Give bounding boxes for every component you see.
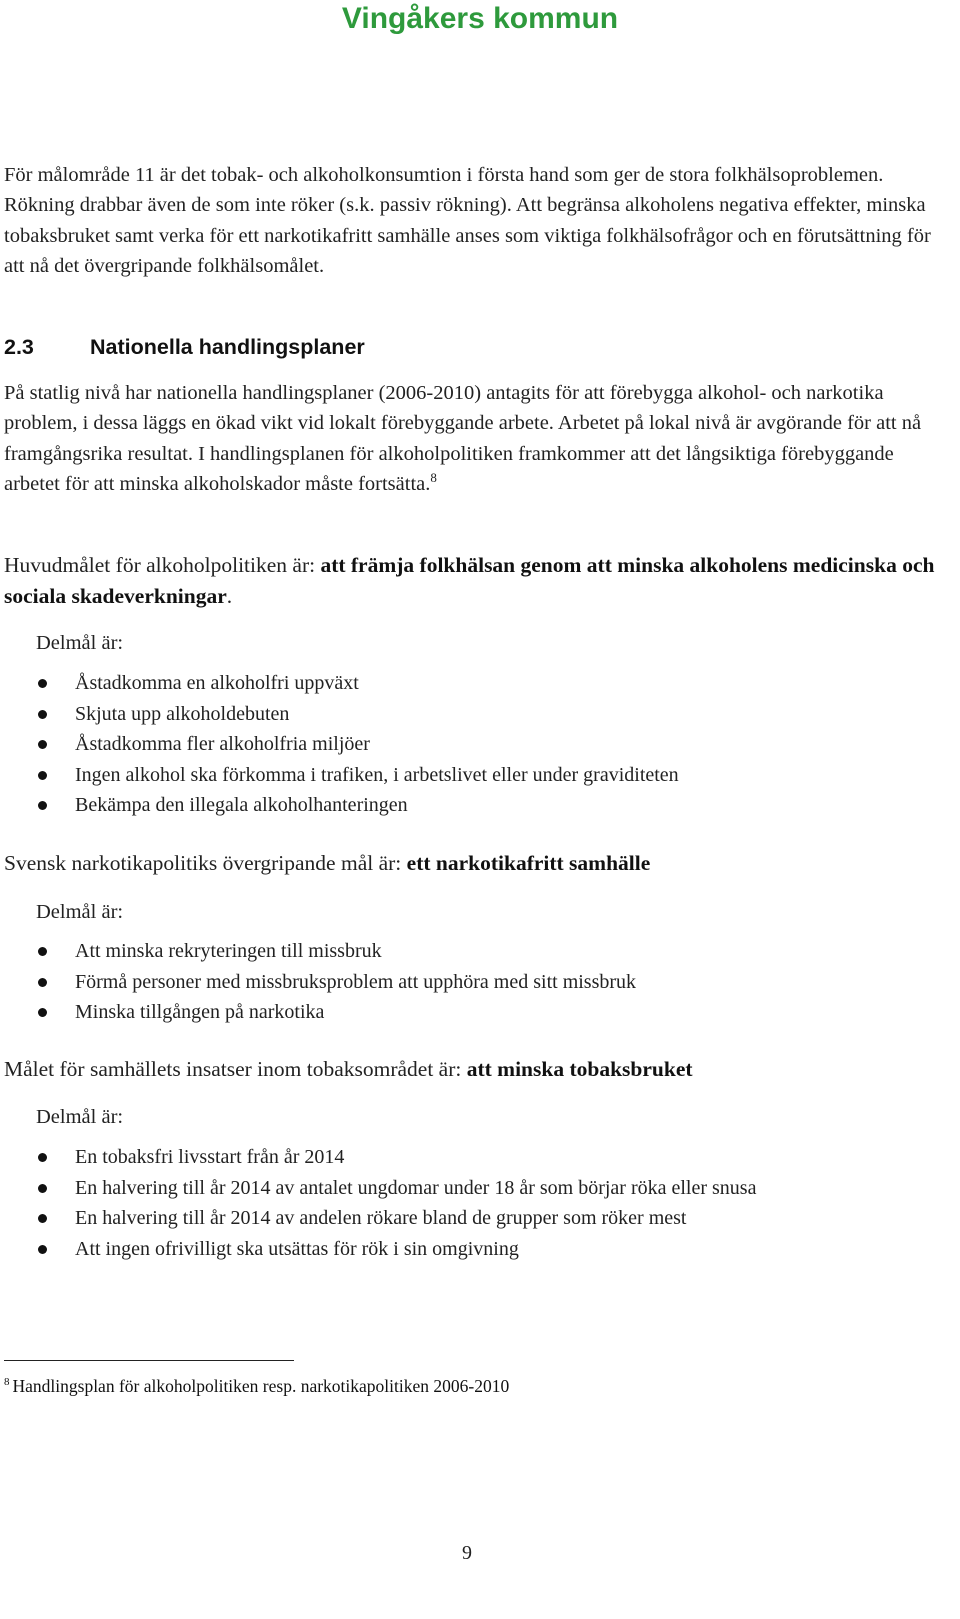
- section-heading: [4, 335, 904, 360]
- list-item-text: En tobaksfri livsstart från år 2014: [75, 1146, 345, 1168]
- list-item: [0, 760, 940, 791]
- footnote-reference: 8: [430, 470, 437, 486]
- footnote-marker: 8: [4, 1376, 10, 1389]
- list-item-text: Att ingen ofrivilligt ska utsättas för rök i sin omgivning: [75, 1237, 519, 1260]
- plan-paragraph: [4, 378, 944, 499]
- alcohol-goal-end: .: [226, 584, 233, 608]
- section-title: Nationella handlingsplaner: [90, 335, 365, 359]
- section-number: 2.3: [4, 335, 34, 359]
- footnote-divider: [4, 1360, 294, 1361]
- tobacco-subgoals-label: Delmål är:: [36, 1106, 124, 1128]
- list-item-text: En halvering till år 2014 av antalet ungdomar under 18 år som börjar röka eller snusa: [75, 1176, 757, 1199]
- list-item: [0, 790, 940, 821]
- plan-text: På statlig nivå har nationella handlingsplaner (2006-2010) antagits för att förebygga alkohol- och narkotika problem, i dessa läggs en ökad vikt vid lokalt förebyggande arbete. Arbetet på lokal nivå är avgörande för att nå framgångsrika resultat. I handlingsplanen för alkoholpolitiken framkommer att det långsiktiga förebyggande arbetet för att minska alkoholskador måste fortsätta.: [4, 382, 922, 495]
- bullet-icon: [38, 710, 47, 719]
- footnote-text: Handlingsplan för alkoholpolitiken resp. narkotikapolitiken 2006-2010: [12, 1376, 510, 1396]
- narcotics-subgoals-label: Delmål är:: [36, 901, 124, 923]
- list-item: [0, 699, 940, 730]
- bullet-icon: [38, 801, 47, 810]
- list-item: [0, 1234, 940, 1265]
- alcohol-subgoals-list: [0, 668, 940, 821]
- list-item-text: Åstadkomma en alkoholfri uppväxt: [75, 672, 359, 694]
- tobacco-subgoals-list: [0, 1142, 940, 1264]
- bullet-icon: [38, 1214, 47, 1223]
- narcotics-main-goal: [4, 848, 944, 879]
- list-item-text: Att minska rekryteringen till missbruk: [75, 940, 382, 962]
- bullet-icon: [38, 947, 47, 956]
- bullet-icon: [38, 740, 47, 749]
- list-item: [0, 729, 940, 760]
- bullet-icon: [38, 1245, 47, 1254]
- list-item: [0, 967, 940, 998]
- list-item: [0, 997, 940, 1028]
- bullet-icon: [38, 679, 47, 688]
- bullet-icon: [38, 771, 47, 780]
- alcohol-subgoals-label: Delmål är:: [36, 632, 124, 654]
- list-item-text: Bekämpa den illegala alkoholhanteringen: [75, 794, 408, 817]
- bullet-icon: [38, 1184, 47, 1193]
- bullet-icon: [38, 1153, 47, 1162]
- list-item-text: En halvering till år 2014 av andelen rökare bland de grupper som röker mest: [75, 1207, 687, 1230]
- list-item: [0, 1142, 940, 1173]
- footnote: [4, 1374, 509, 1398]
- alcohol-goal-lead: Huvudmålet för alkoholpolitiken är:: [4, 553, 321, 577]
- intro-paragraph: För målområde 11 är det tobak- och alkoholkonsumtion i första hand som ger de stora folkhälsoproblemen. Rökning drabbar även de som inte röker (s.k. passiv rökning). Att begränsa alkoholens negativa effekter, minska tobaksbruket samt verka för ett narkotikafritt samhälle anses som viktiga folkhälsofrågor och en förutsättning för att nå det övergripande folkhälsomålet.: [4, 164, 931, 277]
- bullet-icon: [38, 1008, 47, 1017]
- list-item: [0, 1173, 940, 1204]
- list-item: [0, 936, 940, 967]
- list-item-text: Ingen alkohol ska förkomma i trafiken, i arbetslivet eller under graviditeten: [75, 763, 679, 786]
- tobacco-goal-lead: Målet för samhällets insatser inom tobaksområdet är:: [4, 1057, 467, 1081]
- alcohol-goal-bold: att främja folkhälsan genom att minska alkoholens medicinska och sociala skadeverkningar: [4, 553, 935, 608]
- list-item-text: Åstadkomma fler alkoholfria miljöer: [75, 733, 370, 756]
- document-header-title: Vingåkers kommun: [341, 2, 619, 35]
- list-item-text: Skjuta upp alkoholdebuten: [75, 702, 290, 725]
- narcotics-goal-bold: ett narkotikafritt samhälle: [406, 851, 651, 875]
- tobacco-main-goal: [4, 1054, 944, 1085]
- narcotics-subgoals-list: [0, 936, 940, 1028]
- alcohol-main-goal: [4, 550, 944, 612]
- narcotics-goal-lead: Svensk narkotikapolitiks övergripande mål är:: [4, 851, 407, 875]
- list-item: [0, 1203, 940, 1234]
- list-item-text: Förmå personer med missbruksproblem att upphöra med sitt missbruk: [75, 970, 637, 993]
- list-item-text: Minska tillgången på narkotika: [75, 1001, 325, 1024]
- bullet-icon: [38, 978, 47, 987]
- list-item: [0, 668, 940, 699]
- tobacco-goal-bold: att minska tobaksbruket: [466, 1057, 693, 1081]
- page-number: 9: [462, 1542, 472, 1564]
